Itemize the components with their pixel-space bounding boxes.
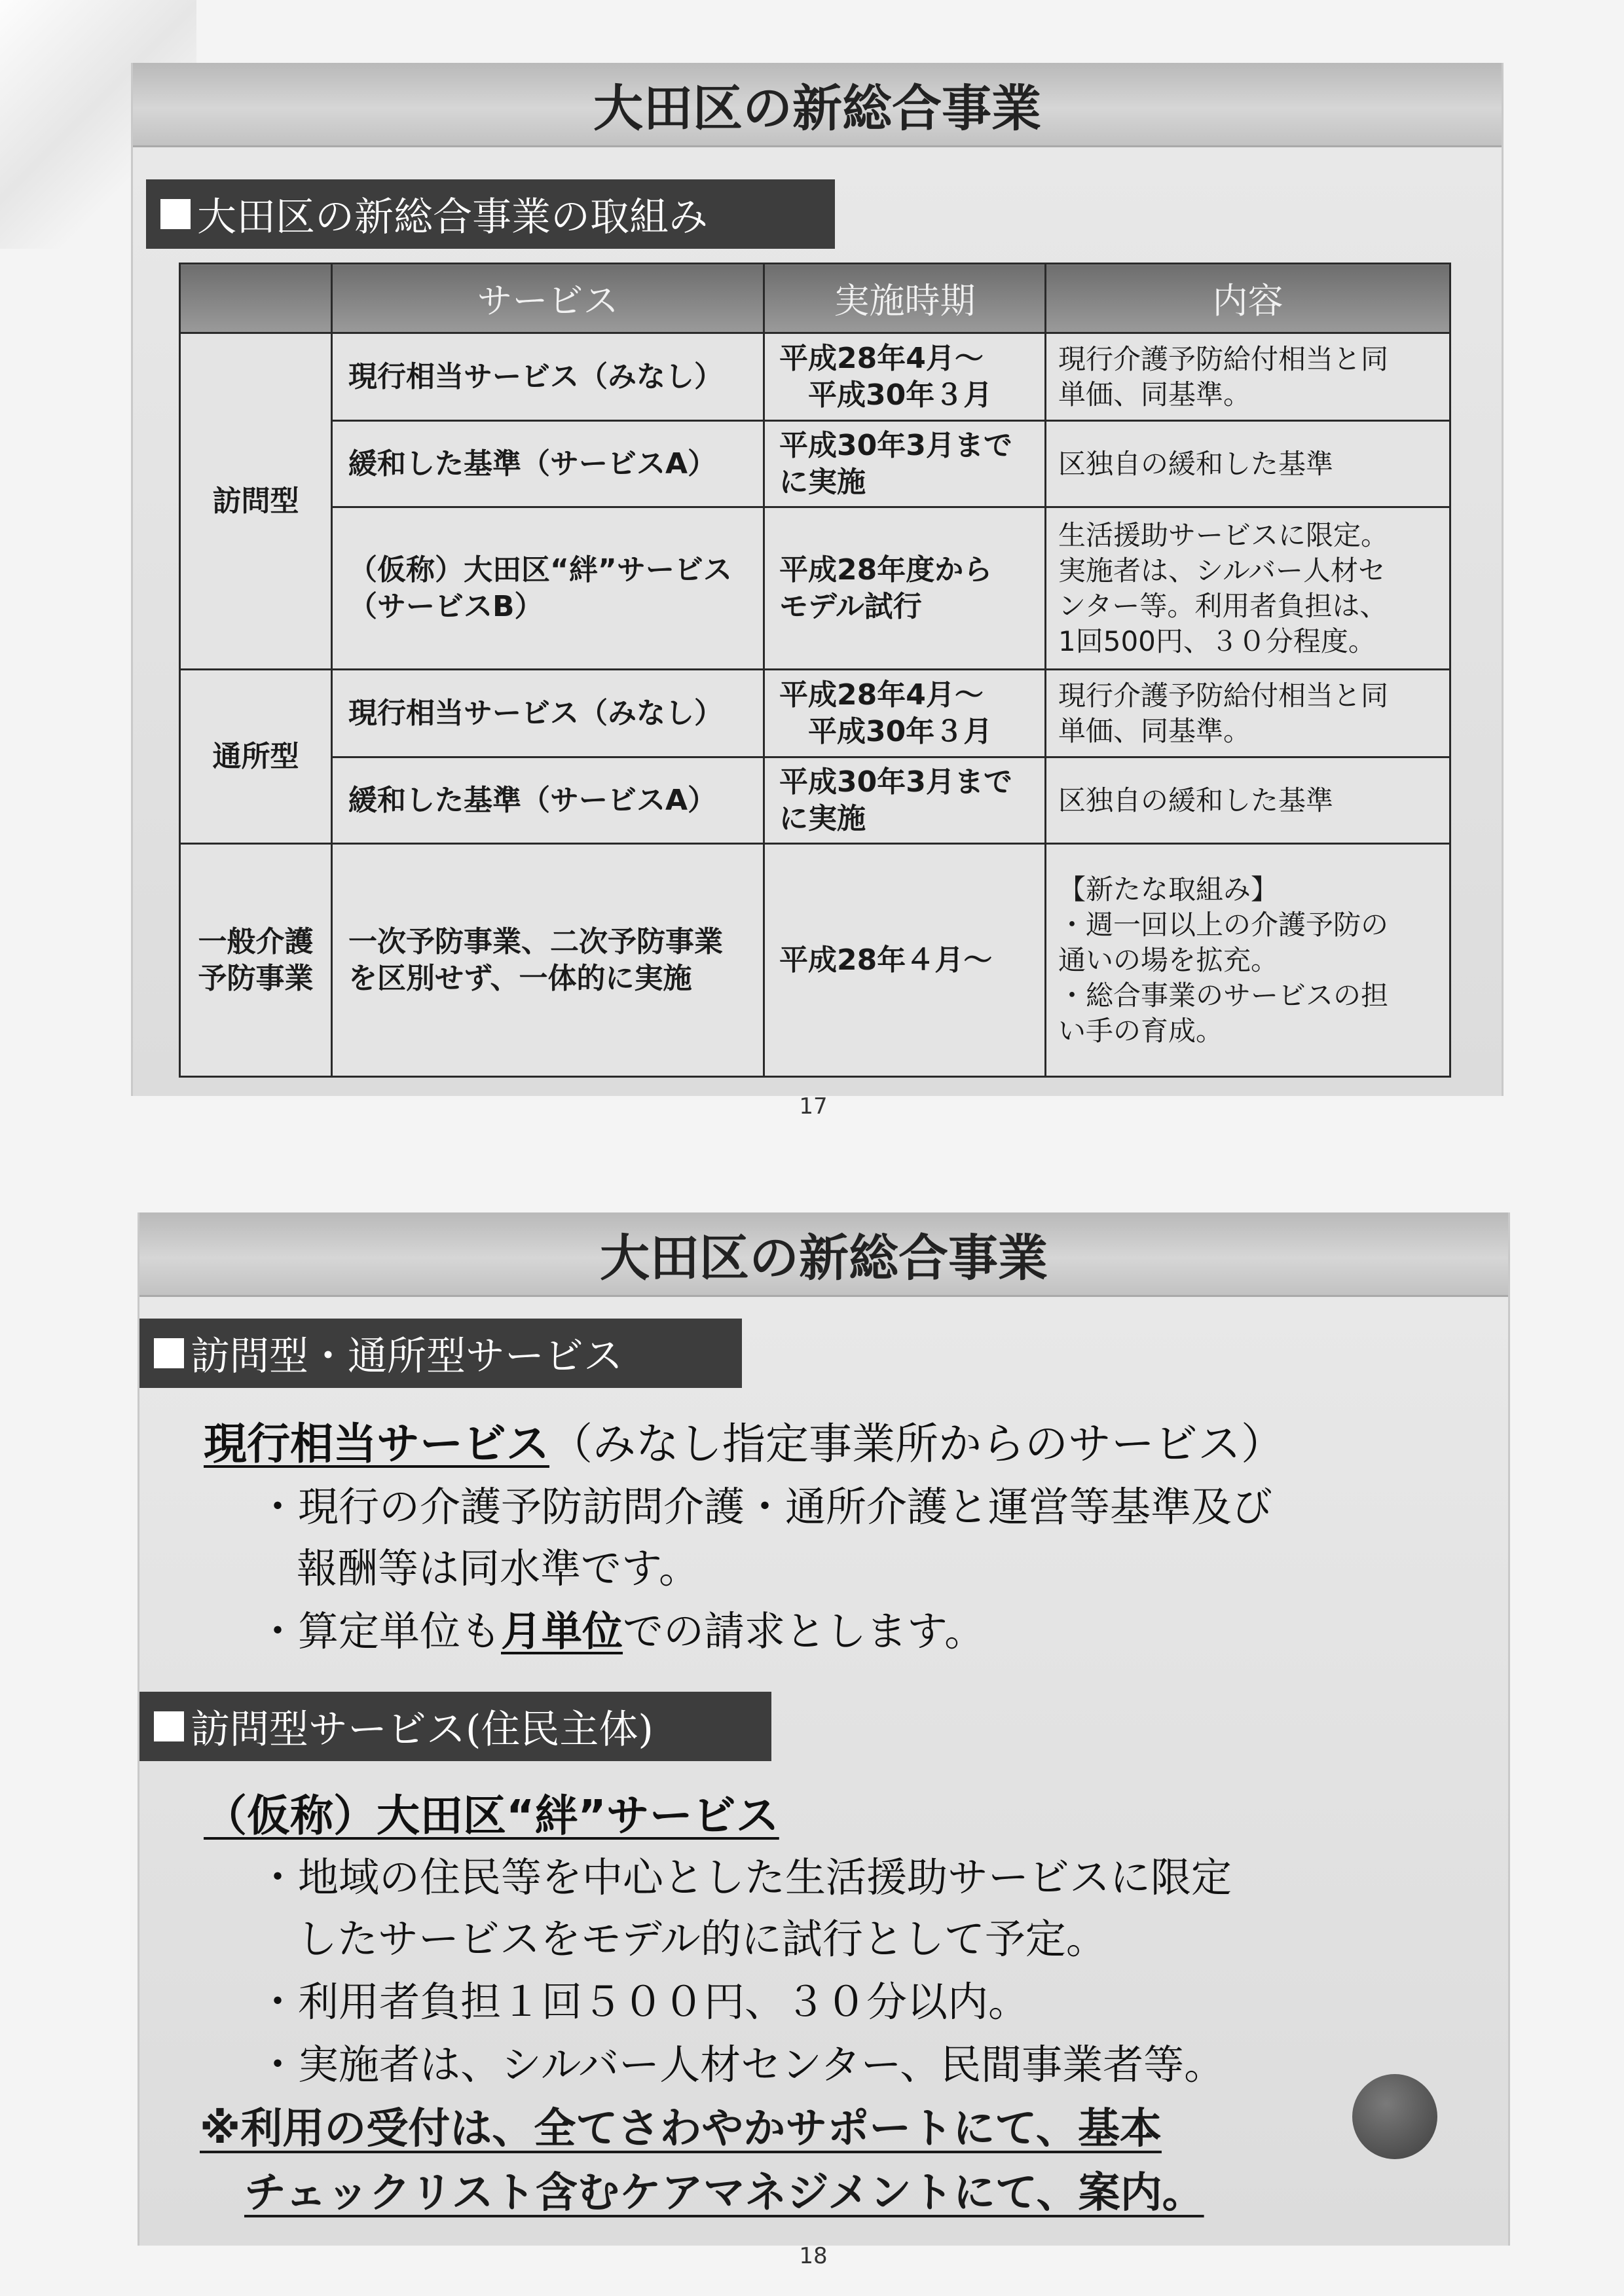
section-label-text: 訪問型サービス(住民主体): [191, 1707, 654, 1753]
header-cell-service: サービス: [332, 264, 764, 333]
square-bullet-icon: [154, 1711, 184, 1741]
section1-bullet2-post: での請求とします。: [623, 1607, 986, 1655]
slide-17: [131, 63, 1504, 1096]
content-cell: 現行介護予防給付相当と同 単価、同基準。: [1046, 333, 1450, 421]
period-cell: 平成30年3月まで に実施: [764, 757, 1046, 844]
section-label: [139, 1319, 742, 1388]
period-cell: 平成28年4月～ 平成30年３月: [764, 670, 1046, 757]
section2-bullet3: ・実施者は、シルバー人材センター、民間事業者等。: [257, 2041, 1225, 2088]
slide-title: 大田区の新総合事業: [139, 1212, 1508, 1297]
section-label-text: 大田区の新総合事業の取組み: [197, 194, 708, 240]
table-row: [180, 670, 1450, 757]
content-cell: 【新たな取組み】 ・週一回以上の介護予防の 通いの場を拡充。 ・総合事業のサービスの担 い手の育成。: [1046, 844, 1450, 1077]
note-line2-text: チェックリスト含むケアマネジメントにて、案内。: [244, 2169, 1204, 2217]
page-number: 17: [799, 1093, 828, 1120]
table-header-row: [180, 264, 1450, 333]
note-line1: [200, 2095, 1162, 2155]
header-cell-period: 実施時期: [764, 264, 1046, 333]
content-cell: 生活援助サービスに限定。 実施者は、シルバー人材セ ンター等。利用者負担は、 1回500円、３０分程度。: [1046, 507, 1450, 670]
section1-bullet2-emphasis: 月単位: [501, 1607, 623, 1655]
section-label-text: 訪問型・通所型サービス: [191, 1334, 623, 1379]
section2-bullet2: ・利用者負担１回５００円、３０分以内。: [257, 1978, 1029, 2026]
page-number: 18: [799, 2243, 828, 2269]
section1-bullet1-line2: 報酬等は同水準です。: [297, 1544, 700, 1592]
circle-mark-icon: [1352, 2074, 1437, 2159]
slide-title: 大田区の新総合事業: [133, 63, 1502, 147]
period-cell: 平成30年3月まで に実施: [764, 421, 1046, 507]
service-cell: 緩和した基準（サービスA）: [332, 421, 764, 507]
section1-bullet1-line1: ・現行の介護予防訪問介護・通所介護と運営等基準及び: [257, 1483, 1273, 1531]
period-cell: 平成28年4月～ 平成30年３月: [764, 333, 1046, 421]
header-cell-content: 内容: [1046, 264, 1450, 333]
table-row: [180, 844, 1450, 1077]
category-cell: 訪問型: [180, 333, 332, 670]
period-cell: 平成28年４月～: [764, 844, 1046, 1077]
note-line1-text: ※利用の受付は、全てさわやかサポートにて、基本: [200, 2105, 1162, 2153]
period-cell: 平成28年度から モデル試行: [764, 507, 1046, 670]
table-row: [180, 757, 1450, 844]
header-cell-empty: [180, 264, 332, 333]
section2-bullet1-line1: ・地域の住民等を中心とした生活援助サービスに限定: [257, 1853, 1232, 1901]
section1-heading-line: [204, 1409, 1284, 1471]
category-cell: 通所型: [180, 670, 332, 844]
section1-bullet2-pre: ・算定単位も: [257, 1607, 502, 1655]
service-cell: （仮称）大田区“絆”サービス （サービスB）: [332, 507, 764, 670]
section1-heading-suffix: （みなし指定事業所からのサービス）: [549, 1419, 1284, 1469]
square-bullet-icon: [160, 199, 191, 229]
table-row: [180, 333, 1450, 421]
section2-bullet1-line2: したサービスをモデル的に試行として予定。: [297, 1915, 1107, 1963]
note-line2: [244, 2159, 1204, 2219]
service-cell: 緩和した基準（サービスA）: [332, 757, 764, 844]
category-cell: 一般介護 予防事業: [180, 844, 332, 1077]
section-label: [139, 1692, 771, 1761]
square-bullet-icon: [154, 1338, 184, 1368]
table-row: [180, 421, 1450, 507]
content-cell: 区独自の緩和した基準: [1046, 757, 1450, 844]
slide-18: [138, 1212, 1510, 2246]
program-table: [179, 263, 1451, 1078]
service-cell: 現行相当サービス（みなし）: [332, 670, 764, 757]
section-label: [146, 179, 835, 249]
section2-heading: （仮称）大田区“絆”サービス: [204, 1791, 779, 1841]
service-cell: 一次予防事業、二次予防事業 を区別せず、一体的に実施: [332, 844, 764, 1077]
section1-bullet2: [257, 1599, 985, 1657]
content-cell: 現行介護予防給付相当と同 単価、同基準。: [1046, 670, 1450, 757]
section1-heading: 現行相当サービス: [204, 1419, 549, 1469]
content-cell: 区独自の緩和した基準: [1046, 421, 1450, 507]
table-row: [180, 507, 1450, 670]
service-cell: 現行相当サービス（みなし）: [332, 333, 764, 421]
